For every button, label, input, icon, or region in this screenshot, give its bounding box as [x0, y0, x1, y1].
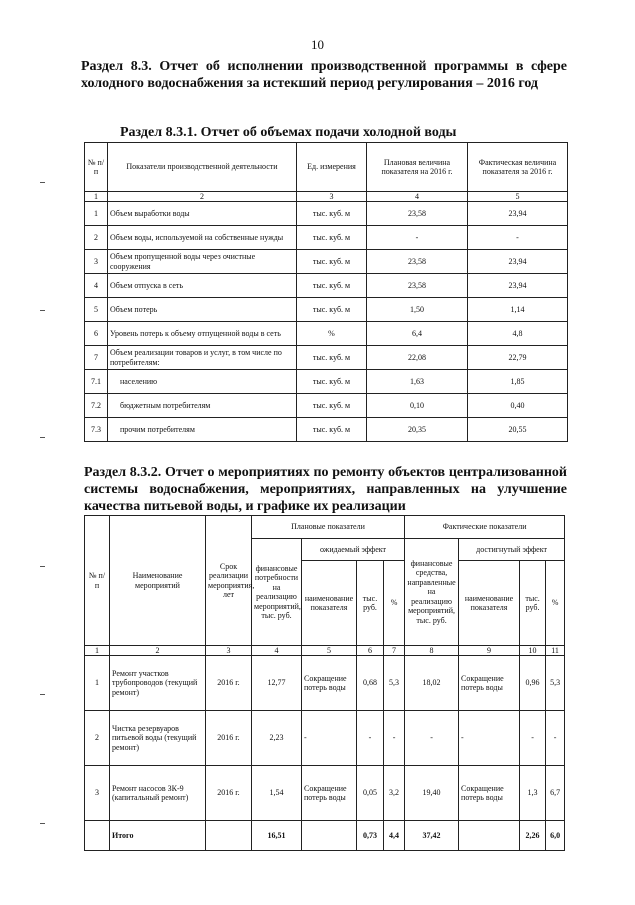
margin-mark	[40, 694, 45, 695]
index-cell: 3	[206, 646, 252, 656]
header-cell: достигнутый эффект	[459, 539, 565, 561]
page-number: 10	[311, 37, 324, 52]
index-cell: 11	[546, 646, 565, 656]
plan-effect-pct-cell: 5,3	[384, 656, 405, 711]
plan-effect-name-cell: Сокращение потерь воды	[302, 656, 357, 711]
header-cell: Ед. измерения	[297, 143, 367, 192]
section-title: Раздел 8.3. Отчет об исполнении производственной программы в сфере холодного водоснабжения за истекший период регулирования – 2016 год	[81, 59, 567, 91]
fact-value-cell: 22,79	[468, 346, 568, 370]
row-number-cell: 7.1	[85, 370, 108, 394]
header-cell: финансовые потребности на реализацию мероприятий, тыс. руб.	[252, 539, 302, 646]
header-cell: Плановые показатели	[252, 516, 405, 539]
fact-effect-pct-cell: 5,3	[546, 656, 565, 711]
row-number-cell: 3	[85, 250, 108, 274]
row-number-cell: 7.3	[85, 418, 108, 442]
row-number-cell: 3	[85, 766, 110, 821]
indicator-name-cell: прочим потребителям	[108, 418, 297, 442]
water-supply-table	[84, 142, 568, 442]
plan-value-cell: 0,10	[367, 394, 468, 418]
fact-effect-rub-cell: -	[520, 711, 546, 766]
fact-effect-rub-cell: 0,96	[520, 656, 546, 711]
fact-value-cell: 1,14	[468, 298, 568, 322]
total-label-cell: Итого	[110, 821, 206, 851]
header-cell: наименование показателя	[302, 561, 357, 646]
fact-effect-name-cell: Сокращение потерь воды	[459, 766, 520, 821]
index-cell: 8	[405, 646, 459, 656]
plan-value-cell: -	[367, 226, 468, 250]
index-cell: 4	[367, 192, 468, 202]
index-cell: 10	[520, 646, 546, 656]
table-row	[85, 656, 565, 711]
index-cell: 5	[468, 192, 568, 202]
header-cell: Показатели производственной деятельности	[108, 143, 297, 192]
table1-title: Раздел 8.3.1. Отчет об объемах подачи холодной воды	[120, 125, 457, 140]
fact-finance-cell: -	[405, 711, 459, 766]
row-number-cell: 6	[85, 322, 108, 346]
table-row	[85, 394, 568, 418]
plan-finance-cell: 12,77	[252, 656, 302, 711]
header-cell: Фактические показатели	[405, 516, 565, 539]
table-header-row	[85, 516, 565, 539]
header-cell: Наименование мероприятий	[110, 516, 206, 646]
table-row	[85, 226, 568, 250]
plan-value-cell: 20,35	[367, 418, 468, 442]
header-cell: %	[384, 561, 405, 646]
total-row	[85, 821, 565, 851]
plan-effect-name-cell: -	[302, 711, 357, 766]
fact-effect-pct-cell: 6,7	[546, 766, 565, 821]
header-cell: № п/п	[85, 143, 108, 192]
total-fact-pct-cell: 6,0	[546, 821, 565, 851]
fact-finance-cell: 19,40	[405, 766, 459, 821]
header-cell: № п/п	[85, 516, 110, 646]
table-row	[85, 298, 568, 322]
fact-value-cell: 0,40	[468, 394, 568, 418]
margin-mark	[40, 310, 45, 311]
fact-effect-rub-cell: 1,3	[520, 766, 546, 821]
fact-effect-name-cell: Сокращение потерь воды	[459, 656, 520, 711]
unit-cell: тыс. куб. м	[297, 346, 367, 370]
indicator-name-cell: бюджетным потребителям	[108, 394, 297, 418]
measure-name-cell: Ремонт насосов ЗК-9 (капитальный ремонт)	[110, 766, 206, 821]
margin-mark	[40, 566, 45, 567]
unit-cell: тыс. куб. м	[297, 394, 367, 418]
row-number-cell: 7	[85, 346, 108, 370]
plan-effect-rub-cell: 0,05	[357, 766, 384, 821]
plan-value-cell: 1,63	[367, 370, 468, 394]
unit-cell: тыс. куб. м	[297, 250, 367, 274]
total-fact-rub-cell: 2,26	[520, 821, 546, 851]
plan-effect-rub-cell: -	[357, 711, 384, 766]
unit-cell: тыс. куб. м	[297, 202, 367, 226]
index-row	[85, 646, 565, 656]
total-empty-cell	[206, 821, 252, 851]
fact-value-cell: 4,8	[468, 322, 568, 346]
header-cell: %	[546, 561, 565, 646]
total-empty-cell	[459, 821, 520, 851]
margin-mark	[40, 823, 45, 824]
index-cell: 1	[85, 646, 110, 656]
table-row	[85, 274, 568, 298]
table-row	[85, 370, 568, 394]
total-plan-pct-cell: 4,4	[384, 821, 405, 851]
unit-cell: тыс. куб. м	[297, 370, 367, 394]
plan-value-cell: 23,58	[367, 202, 468, 226]
measure-name-cell: Чистка резервуаров питьевой воды (текущий ремонт)	[110, 711, 206, 766]
fact-value-cell: 23,94	[468, 202, 568, 226]
plan-value-cell: 22,08	[367, 346, 468, 370]
plan-value-cell: 23,58	[367, 250, 468, 274]
total-empty-cell	[302, 821, 357, 851]
fact-effect-name-cell: -	[459, 711, 520, 766]
unit-cell: тыс. куб. м	[297, 298, 367, 322]
indicator-name-cell: Объем реализации товаров и услуг, в том числе по потребителям:	[108, 346, 297, 370]
table2-title: Раздел 8.3.2. Отчет о мероприятиях по ремонту объектов централизованной системы водоснабжения, мероприятиях, направленных на улучшение качества питьевой воды, и графике их реализации	[84, 465, 567, 514]
fact-value-cell: 20,55	[468, 418, 568, 442]
plan-value-cell: 6,4	[367, 322, 468, 346]
indicator-name-cell: Объем отпуска в сеть	[108, 274, 297, 298]
repair-measures-table	[84, 515, 565, 851]
plan-effect-rub-cell: 0,68	[357, 656, 384, 711]
header-cell: наименование показателя	[459, 561, 520, 646]
header-cell: Плановая величина показателя на 2016 г.	[367, 143, 468, 192]
term-cell: 2016 г.	[206, 711, 252, 766]
table-row	[85, 250, 568, 274]
table-row	[85, 322, 568, 346]
index-cell: 3	[297, 192, 367, 202]
index-cell: 2	[108, 192, 297, 202]
index-cell: 5	[302, 646, 357, 656]
header-cell: тыс. руб.	[357, 561, 384, 646]
index-cell: 6	[357, 646, 384, 656]
total-fact-finance-cell: 37,42	[405, 821, 459, 851]
fact-value-cell: 23,94	[468, 250, 568, 274]
header-cell: тыс. руб.	[520, 561, 546, 646]
header-cell: финансовые средства, направленные на реализацию мероприятий, тыс. руб.	[405, 539, 459, 646]
fact-value-cell: 23,94	[468, 274, 568, 298]
table-row	[85, 766, 565, 821]
margin-mark	[40, 182, 45, 183]
indicator-name-cell: Объем воды, используемой на собственные нужды	[108, 226, 297, 250]
table-row	[85, 711, 565, 766]
row-number-cell: 2	[85, 226, 108, 250]
total-plan-rub-cell: 0,73	[357, 821, 384, 851]
unit-cell: тыс. куб. м	[297, 274, 367, 298]
plan-finance-cell: 2,23	[252, 711, 302, 766]
indicator-name-cell: Объем пропущенной воды через очистные сооружения	[108, 250, 297, 274]
unit-cell: тыс. куб. м	[297, 418, 367, 442]
header-cell: Фактическая величина показателя за 2016 г.	[468, 143, 568, 192]
indicator-name-cell: Уровень потерь к объему отпущенной воды в сеть	[108, 322, 297, 346]
index-cell: 7	[384, 646, 405, 656]
term-cell: 2016 г.	[206, 656, 252, 711]
indicator-name-cell: населению	[108, 370, 297, 394]
row-number-cell: 2	[85, 711, 110, 766]
unit-cell: тыс. куб. м	[297, 226, 367, 250]
plan-value-cell: 23,58	[367, 274, 468, 298]
plan-effect-pct-cell: -	[384, 711, 405, 766]
margin-mark	[40, 437, 45, 438]
index-cell: 4	[252, 646, 302, 656]
row-number-cell: 4	[85, 274, 108, 298]
table-row	[85, 202, 568, 226]
table-header-row	[85, 143, 568, 192]
fact-finance-cell: 18,02	[405, 656, 459, 711]
index-row	[85, 192, 568, 202]
measure-name-cell: Ремонт участков трубопроводов (текущий ремонт)	[110, 656, 206, 711]
row-number-cell: 1	[85, 202, 108, 226]
row-number-cell: 5	[85, 298, 108, 322]
fact-value-cell: -	[468, 226, 568, 250]
plan-effect-name-cell: Сокращение потерь воды	[302, 766, 357, 821]
index-cell: 9	[459, 646, 520, 656]
header-cell: ожидаемый эффект	[302, 539, 405, 561]
indicator-name-cell: Объем потерь	[108, 298, 297, 322]
index-cell: 2	[110, 646, 206, 656]
unit-cell: %	[297, 322, 367, 346]
fact-effect-pct-cell: -	[546, 711, 565, 766]
term-cell: 2016 г.	[206, 766, 252, 821]
plan-finance-cell: 1,54	[252, 766, 302, 821]
plan-value-cell: 1,50	[367, 298, 468, 322]
plan-effect-pct-cell: 3,2	[384, 766, 405, 821]
header-cell: Срок реализации мероприятия, лет	[206, 516, 252, 646]
table-row	[85, 418, 568, 442]
fact-value-cell: 1,85	[468, 370, 568, 394]
row-number-cell: 7.2	[85, 394, 108, 418]
indicator-name-cell: Объем выработки воды	[108, 202, 297, 226]
table-row	[85, 346, 568, 370]
row-number-cell: 1	[85, 656, 110, 711]
total-plan-finance-cell: 16,51	[252, 821, 302, 851]
total-empty-cell	[85, 821, 110, 851]
index-cell: 1	[85, 192, 108, 202]
